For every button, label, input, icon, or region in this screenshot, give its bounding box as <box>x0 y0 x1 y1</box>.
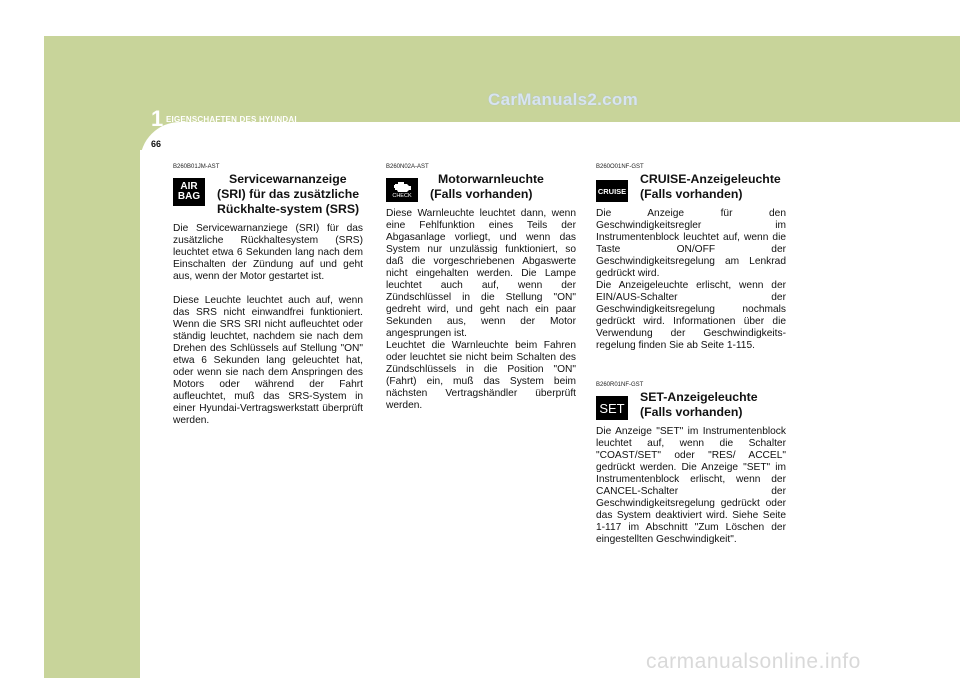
set-indicator-icon: SET <box>596 396 628 420</box>
section-body <box>386 208 576 412</box>
section-code: B260B01JM-AST <box>173 164 220 170</box>
paragraph: Die Servicewarnanziege (SRI) für das zusätzliche Rückhaltesystem (SRS) leuchtet etwa 6 Sekunden lang nach dem Einschalten der Zündung auf und geht aus, wenn der Motor gestartet ist. <box>173 223 363 282</box>
section-heading: SET-Anzeigeleuchte (Falls vorhanden) <box>640 390 758 419</box>
paragraph: Diese Leuchte leuchtet auch auf, wenn das SRS nicht einwandfrei funktioniert. Wenn die SRS SRI nicht aufleuchtet oder ständig leuchtet, nachdem sie nach dem Drehen des Schlüssels auf Stellung "ON" etwa 6 Sekunden lang geleuchtet hat, oder wenn sie nach dem Anspringen des Motors oder während der Fahrt aufleuchtet, muß das SRS-System in einer Hyundai-Vertragswerkstatt überprüft werden. <box>173 295 363 426</box>
section-code: B260N02A-AST <box>386 164 429 170</box>
section-body <box>596 426 786 546</box>
page-number: 66 <box>151 139 162 149</box>
paragraph: Die Anzeige "SET" im Instrumentenblock leuchtet auf, wenn die Schalter "COAST/SET" oder "RES/ ACCEL" gedrückt werden. Die Anzeige "SET" im Instrumentenblock erlischt, wenn der CANCEL-Schalter der Geschwindigkeitsregelung gedrückt oder das System deaktiviert wird. Siehe Seite 1-117 im Abschnitt "Zum Löschen der eingestellten Geschwindigkeit". <box>596 426 786 545</box>
section-body <box>173 223 363 427</box>
section-srs <box>173 164 363 427</box>
section-heading: CRUISE-Anzeigeleuchte (Falls vorhanden) <box>640 172 781 201</box>
airbag-indicator-icon: AIR BAG <box>173 178 205 206</box>
section-code: B260R01NF-GST <box>596 382 644 388</box>
watermark-link-top[interactable]: CarManuals2.com <box>488 90 638 109</box>
section-engine-warning <box>386 164 576 412</box>
chapter-title: EIGENSCHAFTEN DES HYUNDAI <box>166 115 297 124</box>
paragraph: Die Anzeige für den Geschwindigkeitsregler im Instrumentenblock leuchtet auf, wenn die Taste ON/OFF der Geschwindigkeitsregelung am Lenkrad gedrückt wird. Die Anzeigeleuchte erlischt, wenn der EIN/AUS-Schalter der Geschwindigkeitsregelung nochmals gedrückt wird. Informationen über die Verwendung der Geschwindigkeits-regelung finden Sie ab Seite 1-115. <box>596 208 786 351</box>
engine-check-icon: CHECK <box>386 178 418 202</box>
section-heading: Motorwarnleuchte (Falls vorhanden) <box>430 172 544 201</box>
cruise-indicator-icon: CRUISE <box>596 180 628 202</box>
section-code: B260O01NF-GST <box>596 164 644 170</box>
paragraph: Diese Warnleuchte leuchtet dann, wenn eine Fehlfunktion eines Teils der Abgasanlage vorliegt, und wenn das System nur unzulässig funktioniert, so daß die vorgeschriebenen Abgaswerte nicht eingehalten werden. Die Lampe leuchtet auch auf, wenn der Zündschlüssel in die Stellung "ON" gedreht wird, und geht nach ein paar Sekunden aus, wenn der Motor angesprungen ist. Leuchtet die Warnleuchte beim Fahren oder leuchtet sie nicht beim Schalten des Zündschlüssels in die Position "ON" (Fahrt) ein, muß das System beim nächsten Vertragshändler überprüft werden. <box>386 208 576 411</box>
section-set <box>596 382 786 546</box>
section-heading: Servicewarnanzeige (SRI) für das zusätzliche Rückhalte-system (SRS) <box>217 172 360 216</box>
watermark-bottom: carmanualsonline.info <box>646 650 861 673</box>
chapter-number: 1 <box>151 106 164 131</box>
section-body <box>596 208 786 352</box>
section-cruise-set <box>596 164 786 546</box>
